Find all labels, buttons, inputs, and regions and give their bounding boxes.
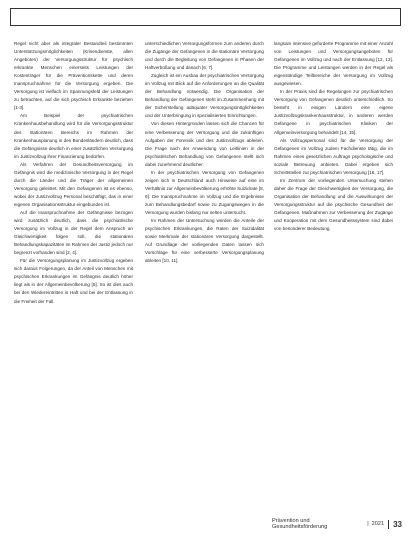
footer-separator: | — [367, 521, 369, 527]
paragraph: Auf die Inanspruchnahme der Gefängnisse bezogen wird zusätzlich deutlich, dass die psychiatrische Versorgung im Vollzug in der Regel dem Anspruch an Gleichwertigkeit folgen soll, die stationären Behandlungskapazitäten im Rahmen der Justiz jedoch nur begrenzt vorhanden sind [2, 4]. — [14, 209, 133, 256]
journal-name: Prävention und Gesundheitsförderung — [272, 518, 328, 530]
paragraph: In der Praxis sind die Regelungen zur psychiatrischen Versorgung von Gefangenen deutlich unterschiedlich. So besteht in einigen Ländern eine eigene Justizvollzugskrankenhausstruktur, in anderen werden Gefangene in psychiatrischen Kliniken der Allgemeinversorgung behandelt [14, 15]. — [274, 89, 393, 135]
text-column-3 — [274, 40, 393, 233]
paragraph: In der psychiatrischen Versorgung von Gefangenen zeigen sich in Deutschland auch Hinweise auf eine im Verhältnis zur Allgemeinbevölkerung erhöhte Suizidrate [8, 9]. Die Inanspruchnahme im Vollzug und die Ergebnisse zum Behandlungsbedarf sowie zu Zugangswegen in die Versorgung wurden bislang nur selten untersucht. — [145, 169, 264, 215]
paragraph: unterschiedlichen Versorgungsformen zum anderen durch die Zugänge der Gefangenen in die stationäre Versorgung und durch die Begleitung von Gefangenen in Phasen der Haftverbüßung und danach [6, 7]. — [145, 41, 264, 71]
text-column-2 — [145, 40, 264, 265]
paragraph: Für die Versorgungsplanung im Justizvollzug ergeben sich daraus Folgerungen, da der Anteil von Menschen mit psychischen Erkrankungen im Gefängnis deutlich höher liegt als in der Allgemeinbevölkerung [5]. So ist dies auch bei den Wiedereintritten in Haft und bei der Entlassung in die Freiheit der Fall. — [14, 258, 133, 304]
paragraph: Zugleich ist ein Ausbau der psychiatrischen Versorgung im Vollzug mit Blick auf die Anforderungen an die Qualität der Behandlung notwendig. Die Organisation der Behandlung der Gefangenen steht im Zusammenhang mit der Sicherstellung adäquater Versorgungsmöglichkeiten und der Unterbringung in spezialisierten Einrichtungen. — [145, 73, 264, 119]
page-footer — [272, 517, 402, 531]
paragraph: Am Beispiel der psychiatrischen Krankenhausbehandlung wird für die Versorgungsstruktur des stationären Bereichs im Rahmen der Krankenhausplanung in den Bundesländern deutlich, dass die Gefängnisse deutlich in einer zusätzlichen Versorgung im Justizvollzug ihrer Finanzierung bedürfen. — [14, 113, 133, 159]
paragraph: Im Zentrum der vorliegenden Untersuchung stehen daher die Frage der Gleichwertigkeit der Versorgung, die Organisation der Behandlung und die Auswirkungen der Versorgungsstruktur auf die psychische Gesundheit der Gefangenen. Maßnahmen zur Verbesserung der Zugänge und Kooperation mit dem Gesundheitssystem sind dabei von besonderer Bedeutung. — [274, 177, 393, 232]
running-header-box — [10, 8, 401, 26]
page-number: 33 — [388, 520, 402, 529]
paragraph: langsam intensive geforderte Programme mit einer Anzahl von Leistungen und Versorgungsangeboten für Gefangenen im Vollzug und nach der Entlassung [12, 13]. Die Programme und Leistungen werden in der Regel als eigenständige Teilbereiche der Versorgung im Vollzug ausgewiesen. — [274, 41, 393, 87]
journal-year: 2021 — [371, 521, 385, 527]
paragraph: Im Rahmen der Untersuchung werden die Anteile der psychischen Erkrankungen, die Raten der Suizidalität sowie Merkmale der stationären Versorgung dargestellt. Auf Grundlage der vorliegenden Daten lassen sich Vorschläge für eine verbesserte Versorgungsplanung ableiten [10, 11]. — [145, 218, 264, 264]
paragraph: Als Verfahren der Gesundheitsversorgung im Gefängnis wird die medizinische Versorgung in der Regel durch die Länder und die Träger der allgemeinen Versorgung geleistet. Mit den Gefangenen ist es ebenso, wobei der Justizvollzug Personal beschäftigt, das in einer eigenen Organisationsstruktur eingebunden ist. — [14, 161, 133, 207]
text-column-1 — [14, 40, 133, 306]
paragraph: Von diesen Hintergründen lassen sich die Chancen für eine Verbesserung der Versorgung und die zukünftigen Aufgaben der Forensik und des Justizvollzugs ableiten. Die Frage nach der Anwendung von Leitlinien in der psychiatrischen Behandlung von Gefangenen stellt sich dabei zunehmend deutlicher. — [145, 121, 264, 167]
paragraph: Als Vollzugspersonal sind für die Versorgung der Gefangenen im Vollzug zudem Fachdienste tätig, die im Rahmen eines gesetzlichen Auftrags psychologische und soziale Betreuung anbieten. Dabei ergeben sich Schnittstellen zur psychiatrischen Versorgung [16, 17]. — [274, 137, 393, 175]
paragraph: Regel nicht aber als integraler Bestandteil bestimmten Unterstützungsmöglichkeiten (Krisendienste, allen Angeboten) der Versorgungsstruktur für psychisch erkrankte Menschen einerseits Leistungen der Kostenträger für die Präventionskette und deren Inanspruchnahme für die Versorgung ergeben. Die Versorgung ist vielfach im Spannungsfeld der Leistungen zu betrachten, auf die sich psychisch Erkrankte beziehen [1-3]. — [14, 41, 133, 111]
